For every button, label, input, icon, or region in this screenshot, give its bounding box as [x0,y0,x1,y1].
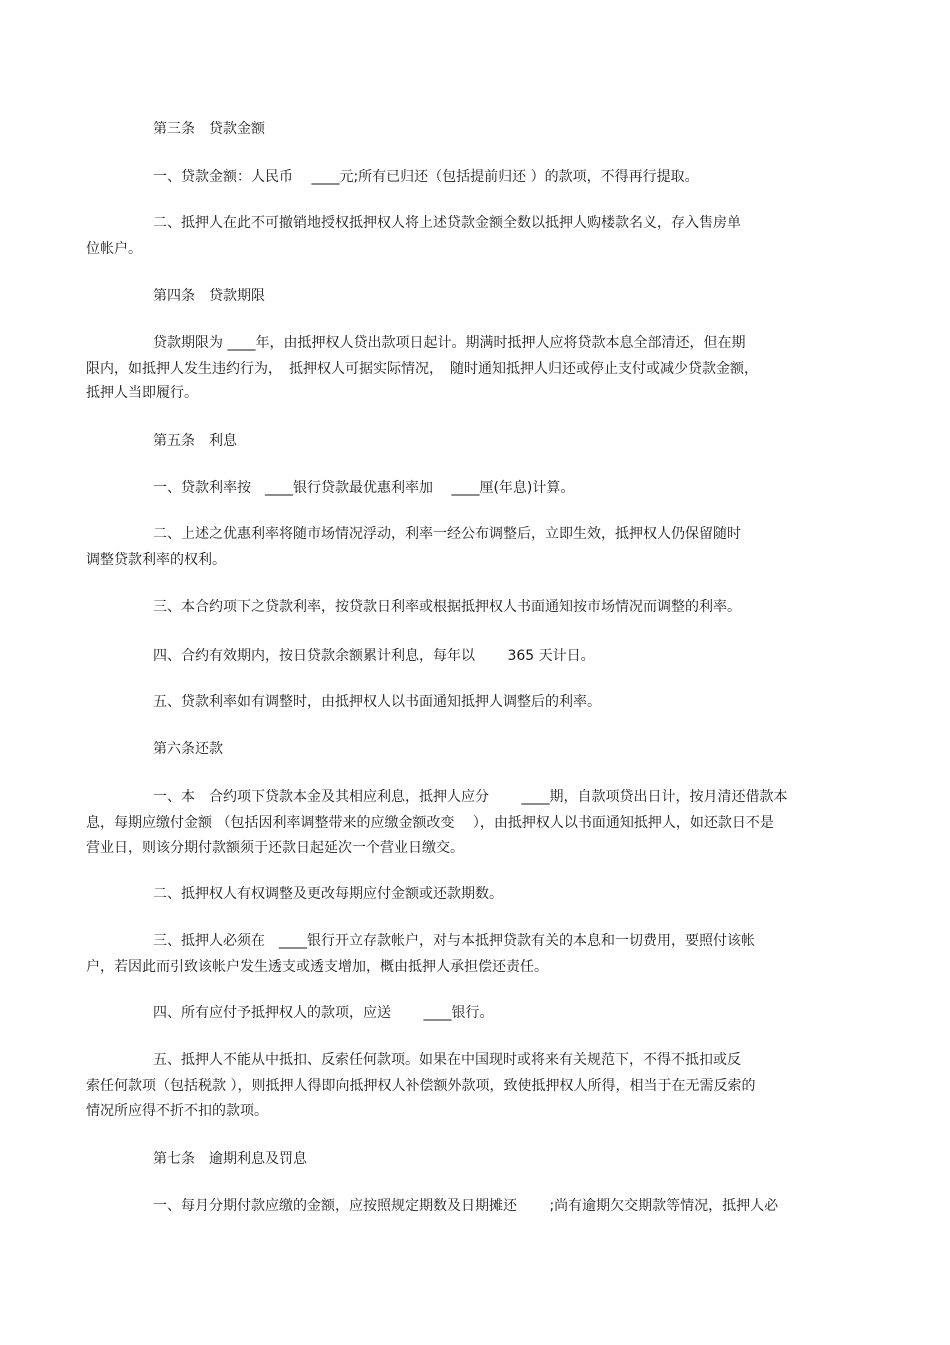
paragraph-line: 限内，如抵押人发生违约行为， 抵押权人可据实际情况， 随时通知抵押人归还或停止支付或减少贷款金额， [86,361,758,377]
paragraph-line: 二、抵押权人有权调整及更改每期应付金额或还款期数。 [153,886,503,902]
paragraph-line: 三、本合约项下之贷款利率，按贷款日利率或根据抵押权人书面通知按市场情况而调整的利率。 [153,599,741,615]
paragraph-line: 一、贷款金额：人民币 ____元;所有已归还（包括提前归还 ）的款项，不得再行提取。 [153,169,699,185]
heading-article-7: 第七条 逾期利息及罚息 [153,1151,307,1167]
paragraph-line: 贷款期限为 ____年，由抵押权人贷出款项日起计。期满时抵押人应将贷款本息全部清还，但在期 [153,335,746,351]
heading-article-5: 第五条 利息 [153,433,237,449]
paragraph-line: 户，若因此而引致该帐户发生透支或透支增加，概由抵押人承担偿还责任。 [86,959,548,975]
paragraph-line: 二、抵押人在此不可撤销地授权抵押权人将上述贷款金额全数以抵押人购楼款名义，存入售房单 [153,215,741,231]
paragraph-line: 三、抵押人必须在 ____银行开立存款帐户，对与本抵押贷款有关的本息和一切费用，要照付该帐 [153,933,755,949]
paragraph-line: 四、合约有效期内，按日贷款余额累计利息，每年以 365 天计日。 [153,648,595,664]
paragraph-line: 抵押人当即履行。 [86,385,198,401]
paragraph-line: 调整贷款利率的权利。 [86,552,226,568]
heading-article-6: 第六条还款 [153,741,223,757]
paragraph-line: 情况所应得不折不扣的款项。 [86,1103,268,1119]
paragraph-line: 五、抵押人不能从中抵扣、反索任何款项。如果在中国现时或将来有关规范下，不得不抵扣或反 [153,1052,741,1068]
paragraph-line: 息，每期应缴付金额 （包括因利率调整带来的应缴金额改变 ），由抵押权人以书面通知抵押人，如还款日不是 [86,815,774,831]
paragraph-line: 索任何款项（包括税款 ），则抵押人得即向抵押权人补偿额外款项，致使抵押权人所得，相当于在无需反索的 [86,1078,756,1094]
paragraph-line: 营业日，则该分期付款额须于还款日起延次一个营业日缴交。 [86,840,464,856]
heading-article-3: 第三条 贷款金额 [153,121,265,137]
paragraph-line: 一、每月分期付款应缴的金额，应按照规定期数及日期摊还 ;尚有逾期欠交期款等情况，抵押人必 [153,1198,779,1214]
heading-article-4: 第四条 贷款期限 [153,288,265,304]
paragraph-line: 五、贷款利率如有调整时，由抵押权人以书面通知抵押人调整后的利率。 [153,694,601,710]
paragraph-line: 一、贷款利率按 ____银行贷款最优惠利率加 ____厘(年息)计算。 [153,480,575,496]
paragraph-line: 四、所有应付予抵押权人的款项，应送 ____银行。 [153,1005,494,1021]
paragraph-line: 二、上述之优惠利率将随市场情况浮动，利率一经公布调整后，立即生效，抵押权人仍保留随时 [153,526,741,542]
paragraph-line: 一、本 合约项下贷款本金及其相应利息，抵押人应分 ____期，自款项贷出日计，按月清还借款本 [153,789,788,805]
paragraph-line: 位帐户。 [86,241,142,257]
